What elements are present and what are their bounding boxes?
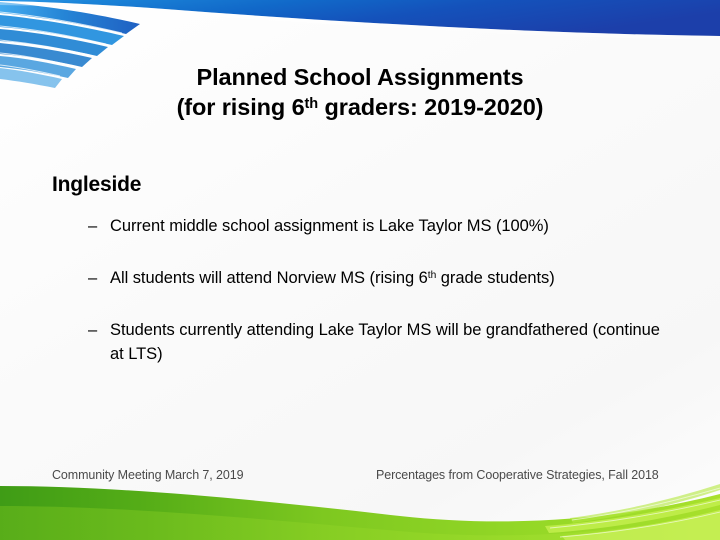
title-line-2-suffix: graders: 2019-2020) (318, 94, 544, 120)
bullet-list (52, 214, 682, 366)
slide-title (60, 62, 660, 122)
bullet-text-1-prefix: Current middle school assignment is Lake Taylor MS (100%) (110, 217, 549, 235)
bullet-dash-icon: – (88, 217, 98, 235)
title-ordinal-suffix: th (304, 96, 319, 113)
bullet-dash-icon: – (88, 321, 98, 339)
slide-body (52, 172, 682, 366)
title-line-2-prefix: (for rising 6 (176, 94, 305, 120)
title-line-1: Planned School Assignments (196, 64, 524, 90)
footer-left-text: Community Meeting March 7, 2019 (52, 468, 244, 482)
bullet-text-1 (110, 214, 670, 238)
bullet-text-3 (110, 318, 670, 366)
title-line-2 (60, 92, 660, 122)
bullet-item-3 (52, 318, 682, 366)
bullet-text-2 (110, 266, 670, 290)
bullet-text-2-sup: th (427, 270, 437, 282)
body-heading-ingleside: Ingleside (52, 173, 142, 196)
bullet-text-2-suffix: grade students) (436, 269, 555, 287)
bullet-item-2 (52, 266, 682, 290)
bullet-text-3-prefix: Students currently attending Lake Taylor MS will be grandfathered (continue at LTS) (110, 321, 660, 363)
bullet-item-1 (52, 214, 682, 238)
footer-right-text: Percentages from Cooperative Strategies, Fall 2018 (376, 468, 659, 482)
bullet-dash-icon: – (88, 269, 98, 287)
bullet-text-2-prefix: All students will attend Norview MS (rising 6 (110, 269, 428, 287)
